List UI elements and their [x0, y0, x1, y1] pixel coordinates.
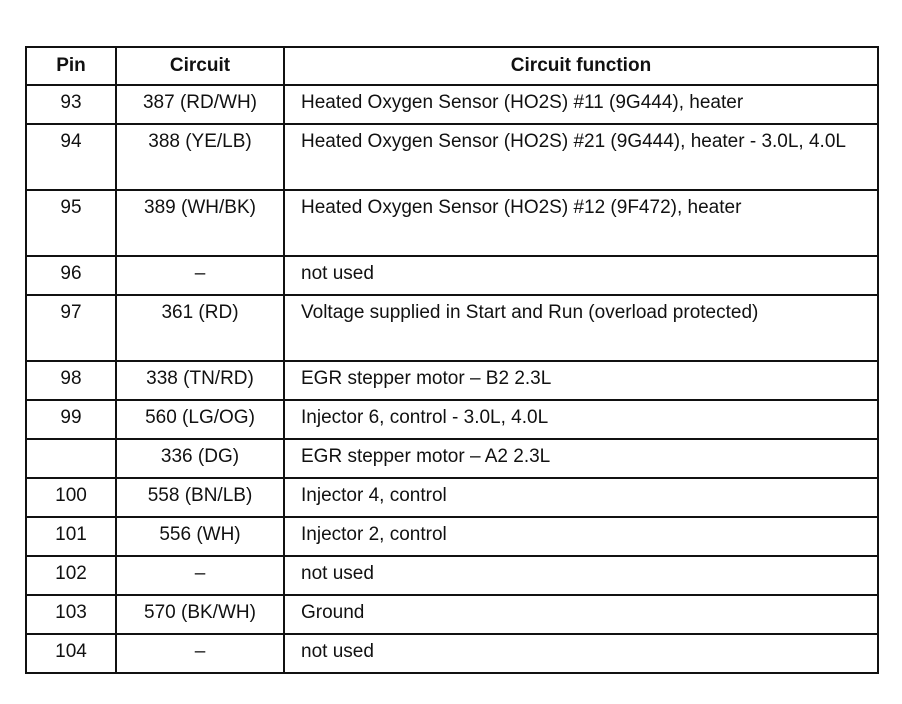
circuit-function-cell: Heated Oxygen Sensor (HO2S) #12 (9F472), heater: [284, 190, 878, 256]
pin-cell: 100: [26, 478, 116, 517]
circuit-cell: 387 (RD/WH): [116, 85, 284, 124]
circuit-function-cell: Injector 6, control - 3.0L, 4.0L: [284, 400, 878, 439]
pin-cell: 99: [26, 400, 116, 439]
circuit-function-cell: EGR stepper motor – B2 2.3L: [284, 361, 878, 400]
circuit-function-cell: Ground: [284, 595, 878, 634]
table-row: [26, 439, 878, 478]
circuit-function-cell: EGR stepper motor – A2 2.3L: [284, 439, 878, 478]
circuit-cell: 558 (BN/LB): [116, 478, 284, 517]
circuit-function-cell: Heated Oxygen Sensor (HO2S) #21 (9G444), heater - 3.0L, 4.0L: [284, 124, 878, 190]
circuit-function-cell: Voltage supplied in Start and Run (overload protected): [284, 295, 878, 361]
table-row: [26, 400, 878, 439]
table-row: [26, 556, 878, 595]
header-circuit-function: Circuit function: [284, 47, 878, 85]
pin-cell: 97: [26, 295, 116, 361]
header-row: [26, 47, 878, 85]
table-row: [26, 295, 878, 361]
circuit-cell: 556 (WH): [116, 517, 284, 556]
pin-cell: 94: [26, 124, 116, 190]
pin-cell: [26, 439, 116, 478]
pin-cell: 96: [26, 256, 116, 295]
table-row: [26, 478, 878, 517]
header-pin: Pin: [26, 47, 116, 85]
table-row: [26, 190, 878, 256]
circuit-function-cell: Injector 2, control: [284, 517, 878, 556]
circuit-cell: 361 (RD): [116, 295, 284, 361]
pin-cell: 102: [26, 556, 116, 595]
pin-circuit-table: [25, 46, 879, 674]
pin-cell: 101: [26, 517, 116, 556]
table-row: [26, 85, 878, 124]
circuit-cell: 389 (WH/BK): [116, 190, 284, 256]
pin-cell: 93: [26, 85, 116, 124]
pin-cell: 104: [26, 634, 116, 673]
circuit-cell: –: [116, 556, 284, 595]
table-row: [26, 517, 878, 556]
circuit-cell: 560 (LG/OG): [116, 400, 284, 439]
circuit-function-cell: Injector 4, control: [284, 478, 878, 517]
table-row: [26, 634, 878, 673]
circuit-function-cell: not used: [284, 256, 878, 295]
header-circuit: Circuit: [116, 47, 284, 85]
circuit-cell: 338 (TN/RD): [116, 361, 284, 400]
circuit-function-cell: Heated Oxygen Sensor (HO2S) #11 (9G444), heater: [284, 85, 878, 124]
table-body: [26, 85, 878, 673]
table-row: [26, 256, 878, 295]
pin-cell: 98: [26, 361, 116, 400]
table-row: [26, 124, 878, 190]
circuit-cell: –: [116, 256, 284, 295]
pin-cell: 95: [26, 190, 116, 256]
table-row: [26, 361, 878, 400]
table-header: [26, 47, 878, 85]
table-row: [26, 595, 878, 634]
circuit-cell: 388 (YE/LB): [116, 124, 284, 190]
circuit-function-cell: not used: [284, 634, 878, 673]
circuit-cell: 570 (BK/WH): [116, 595, 284, 634]
circuit-function-cell: not used: [284, 556, 878, 595]
circuit-cell: 336 (DG): [116, 439, 284, 478]
circuit-cell: –: [116, 634, 284, 673]
pin-cell: 103: [26, 595, 116, 634]
